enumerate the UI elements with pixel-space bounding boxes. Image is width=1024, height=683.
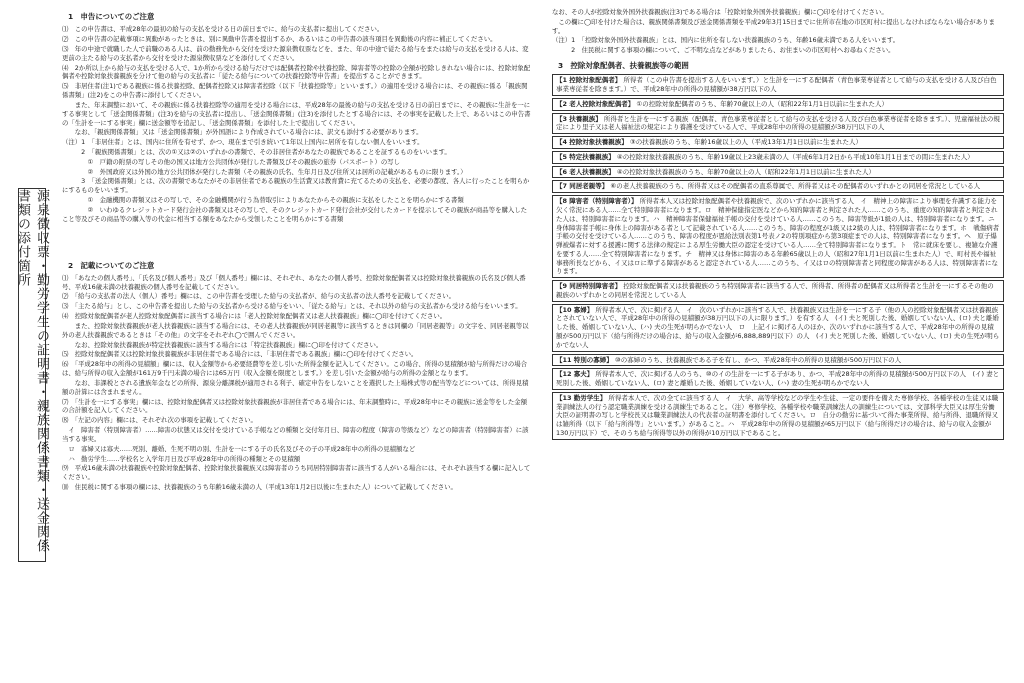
definitions-list	[552, 74, 1004, 439]
paragraph: ⑵ 「給与の支払者の法人（個人）番号」欄には、この申告書を受理した給与の支払者が、給与の支払者の法人番号を記載してください。	[62, 292, 456, 301]
definition-heading: 【11 特別の寡婦】	[556, 355, 613, 364]
section-1-title: 1 申告についてのご注意	[68, 12, 155, 21]
paragraph: ⑵ この申告書の記載事項に異動があったときは、別に異動申告書を提出するか、あるいはこの申告書の該当項目を異動後の内容に補正してください。	[62, 35, 497, 44]
paragraph: なお、「親族関係書類」又は「送金関係書類」が外国語により作成されている場合には、訳文も添付する必要があります。	[62, 128, 423, 137]
definition-text: 所得者と生計を一にする親族（配偶者、青色事業専従者として給与の支払を受ける人及び白色事業専従者を除きます。）、児童福祉法の規定により里子又は老人福祉法の規定により養護を受けている人で、平成28年中の所得の見積額が38万円以下の人	[556, 114, 1000, 132]
section-2-body	[62, 274, 532, 492]
section-1-body	[62, 25, 532, 223]
definition-heading: 【2 老人控除対象配偶者】	[556, 99, 635, 108]
paragraph: ⑻ 「左記の内容」欄には、それぞれ次の事項を記載してください。	[62, 416, 257, 425]
paragraph: ⑺ 「生計を一にする事実」欄には、控除対象配偶者又は控除対象扶養親族が非居住者である場合には、年末調整時に、平成28年中にその親族に送金等をした金額の合計額を記入してください。	[62, 397, 528, 415]
definition-text: ④の控除対象扶養親族のうち、年齢70歳以上の人（昭和22年1月1日以前に生まれた人）	[616, 167, 876, 176]
definition-text: 所得者本人で、次の全てに該当する人 イ 大学、高等学校などの学生や生徒、一定の要件を備えた専修学校、各種学校の生徒又は職業訓練法人の行う認定職業訓練を受ける訓練生であること。（注）専修学校、各種学校や職業訓練法人の訓練生については、文部科学大臣又は厚生労働大臣の証明書の写しと学校長又は職業訓練法人の代表者の証明書を添付してください。ロ 自分の勤労に基づいて得た事業所得、給与所得、退職所得又は雑所得（以下「給与所得等」といいます。）があること。ハ 平成28年中の所得の見積額が65万円以下（給与所得だけの場合は、給与の収入金額が130万円以下）で、そのうち給与所得等以外の所得が10万円以下であること。	[556, 393, 999, 437]
definition-text: 所得者本人又は控除対象配偶者や扶養親族で、次のいずれかに該当する人 イ 精神上の障害により事理を弁識する能力を欠く常況にある人……全て特別障害者になります。ロ 精神保健指定医などから知的障害者と判定された人……このうち、重度の知的障害者と判定された人は、特別障害者になります。ハ 精神障害者保健福祉手帳の交付を受けている人……このうち、障害等級が1級の人は、特別障害者になります。ニ 身体障害者手帳に身体上の障害がある者として記載されている人……このうち、障害の程度が1級又は2級の人は、特別障害者になります。ホ 戦傷病者手帳の交付を受けている人……このうち、障害の程度が恩給法別表第1号表ノ2の特別項症から第3項症までの人は、特別障害者になります。ヘ 原子爆弾被爆者に対する援護に関する法律の規定による厚生労働大臣の認定を受けている人……全て特別障害者になります。ト 常に就床を要し、複雑な介護を要する人……全て特別障害者になります。チ 精神又は身体に障害のある年齢65歳以上の人（昭和27年1月1日以前に生まれた人）で、町村長や福祉事務所長などから、イ又はロに準ずる障害があると認定されている人……このうち、イ又はロの特別障害者と同程度の障害がある人は、特別障害者になります。	[556, 197, 1002, 276]
paragraph: 2 「親族関係書類」とは、次の①又は②のいずれかの書類で、その非居住者があなたの親族であることを証するものをいいます。	[62, 147, 451, 156]
definition-box	[552, 280, 1004, 302]
definition-text: ⑩の寡婦のうち、扶養親族である子を有し、かつ、平成28年中の所得の見積額が500万円以下の人	[614, 355, 902, 364]
paragraph: ⑼ 平成16歳未満の扶養親族や控除対象配偶者、控除対象扶養親族又は障害者のうち同居特別障害者に該当する人がいる場合には、それぞれ該当する欄に記入してください。	[62, 464, 531, 482]
definition-text: 所得者（この申告書を提出する人をいいます。）と生計を一にする配偶者（青色事業専従者として給与の支払を受ける人及び白色事業専従者を除きます。）で、平成28年中の所得の見積額が38万円以下の人	[556, 76, 997, 94]
section-3-title: 3 控除対象配偶者、扶養親族等の範囲	[558, 61, 689, 71]
definition-box	[552, 304, 1004, 352]
paragraph: ⑹ 「平成28年中の所得の見積額」欄には、収入金額等から必要経費等を差し引いた所得金額を記入してください。この場合、所得の見積額が給与所得だけの場合は、給与所得の収入金額が161万9千円未満の場合には65万円（収入金額を限度とします。）を差し引いた金額が給与の所得の金額となります。	[62, 360, 528, 378]
paragraph: ハ 勤労学生……学校名と入学年月日及び平成28年中の所得の種類とその見積額	[62, 454, 301, 463]
attachment-area-label: 源泉徴収票・勤労学生の証明書・親族関係書類・送金関係書類の添付箇所	[15, 189, 49, 553]
paragraph: ロ 寡婦又は寡夫……死別、離婚、生死不明の別、生計を一にする子の氏名及びその子の平成28年中の所得の見積額など	[62, 444, 416, 453]
definition-heading: 【9 同居特別障害者】	[556, 282, 622, 291]
paragraph: また、控除対象扶養親族が老人扶養親族に該当する場合には、その老人扶養親族が同居老親等に該当するときは同欄の「同居老親等」の文字を、同居老親等以外の老人扶養親族であるときは「その他」の文字をそれぞれ◯で囲んでください。	[62, 321, 529, 339]
definition-heading: 【1 控除対象配偶者】	[556, 76, 622, 85]
definition-text: ④の控除対象扶養親族のうち、年齢19歳以上23歳未満の人（平成6年1月2日から平成10年1月1日までの間に生まれた人）	[616, 152, 974, 161]
definition-heading: 【13 勤労学生】	[556, 393, 607, 402]
paragraph: この欄に◯印を付けた場合は、親族関係書類及び送金関係書類を平成29年3月15日までに住所市在地の市区町村に提出しなければならない場合があります。	[552, 17, 995, 35]
paragraph: ② 外国政府又は外国の地方公共団体が発行した書類（その親族の氏名、生年月日及び住所又は居所の記載があるものに限ります。）	[62, 167, 467, 176]
definition-heading: 【5 特定扶養親族】	[556, 152, 615, 161]
definition-heading: 【4 控除対象扶養親族】	[556, 138, 628, 147]
paragraph: （注）1 「控除対象外国外扶養親族」とは、国内に住所を有しない扶養親族のうち、年齢16歳未満である人をいいます。	[552, 36, 900, 45]
definition-heading: 【8 障害者（特別障害者）】	[556, 197, 638, 206]
definition-box	[552, 113, 1004, 135]
paragraph: なお、控除対象扶養親族が特定扶養親族に該当する場合には「特定扶養親族」欄に◯印を付けてください。	[62, 340, 383, 349]
paragraph: イ 障害者（特別障害者）……障害の状態又は交付を受けている手帳などの種類と交付年月日、障害の程度（障害の等級など）などの障害者（特別障害者）に該当する事実。	[62, 426, 529, 443]
paragraph: （注）1 「非居住者」とは、国内に住所を有せず、かつ、現在まで引き続いて1年以上国内に居所を有しない個人をいいます。	[62, 138, 424, 147]
definition-heading: 【12 寡夫】	[556, 370, 594, 379]
left-column	[62, 8, 532, 680]
right-column	[552, 8, 1004, 680]
definition-box	[552, 354, 1004, 367]
paragraph: 2 住民税に関する事項の欄について、ご不明な点などがありましたら、お住まいの市区町村へお尋ねください。	[552, 46, 895, 55]
paragraph: ⑴ この申告書は、平成28年の最初の給与の支払を受ける日の前日までに、給与の支払者に提出してください。	[62, 25, 384, 34]
definition-box	[552, 136, 1004, 149]
paragraph: ① 金融機関の書類又はその写しで、その金融機関が行う為替取引によりあなたからその親族に支払をしたことを明らかにする書類	[62, 196, 464, 205]
paragraph: ⑶ 年の中途で就職した人で前職のある人は、前の勤務先から交付を受けた源泉徴収票などを、また、年の中途で従たる給与をまたは給与の支払を受ける人は、変更前の主たる給与の支払者から交付を受けた源泉徴収票などを添付してください。	[62, 44, 529, 62]
resident-tax-notes	[552, 8, 1004, 55]
definition-text: 控除対象配偶者又は扶養親族のうち特別障害者に該当する人で、所得者、所得者の配偶者又は所得者と生計を一にするその他の親族のいずれかとの同居を常況としている人	[556, 282, 994, 299]
paragraph: また、年末調整において、その親族に係る扶養控除等の適用を受ける場合には、平成28年の最後の給与の支払を受ける日の前日までに、その親族に生計を一にする事実として「送金関係書類」(注3)を給与の支払者に提出し、「送金関係書類」(注3)を添付したとする場合には、その事実を記載した上で、あるいはこの申告書の「生計を一にする事実」欄に送金額等を追記し、「送金関係書類」を添付した上で提出してください。	[62, 100, 531, 127]
definition-box	[552, 74, 1004, 96]
paragraph: なお、非課税とされる遺族年金などの所得、源泉分離課税が適用される利子、確定申告をしないことを選択した上場株式等の配当等などについては、所得見積額の計算には含まれません。	[62, 378, 529, 396]
definition-heading: 【3 扶養親族】	[556, 114, 602, 123]
paragraph: ⑸ 控除対象配偶者又は控除対象扶養親族が非居住者である場合には、「非居住者である親族」欄に◯印を付けてください。	[62, 350, 418, 359]
paragraph: ⑷ 2か所以上から給与の支払を受ける人で、1か所から受ける給与だけでは配偶者控除や扶養控除、障害者等の控除の全額が控除しきれない場合には、控除対象配偶者や控除対象扶養親族を分けて他の給与の支払者に「従たる給与についての扶養控除等申告書」を提出することができます。	[62, 63, 531, 81]
paragraph: ⑽ 住民税に関する事項の欄には、扶養親族のうち年齢16歳未満の人（平成13年1月2日以後に生まれた人）について記載してください。	[62, 483, 457, 492]
paragraph: 3 「送金関係書類」とは、次の書類であなたがその非居住者である親族の生活費又は教育費に充てるための支払を、必要の都度、各人に行ったことを明らかにするものをいいます。	[62, 177, 530, 195]
paragraph: ② いわゆるクレジットカード発行会社の書類又はその写しで、そのクレジットカード発行会社が交付したカードを提示してその親族が商品等を購入したこと等及びその商品等の購入等の代金に相当する額をあなたから受領したことを明らかにする書類	[62, 205, 528, 223]
paragraph: ① 戸籍の附票の写しその他の国又は地方公共団体が発行した書類及びその親族の旅券（パスポート）の写し	[62, 157, 401, 166]
section-2-title: 2 記載についてのご注意	[68, 260, 155, 270]
definition-text: ③の扶養親族のうち、年齢16歳以上の人（平成13年1月1日以前に生まれた人）	[629, 138, 863, 147]
definition-box	[552, 151, 1004, 164]
definition-box	[552, 98, 1004, 111]
paragraph: なお、その人が控除対象外国外扶養親族(注3)である場合は「控除対象外国外扶養親族」欄に◯印を付けてください。	[552, 8, 888, 16]
definition-heading: 【10 寡婦】	[556, 305, 594, 314]
definition-text: ⑥の老人扶養親族のうち、所得者又はその配偶者の直系尊属で、所得者又はその配偶者のいずれかとの同居を常況としている人	[610, 182, 981, 191]
paragraph: ⑷ 控除対象配偶者が老人控除対象配偶者に該当する場合には「老人控除対象配偶者又は老人扶養親族」欄に◯印を付けてください。	[62, 312, 447, 321]
definition-box	[552, 180, 1004, 193]
definition-box	[552, 368, 1004, 390]
definition-heading: 【7 同居老親等】	[556, 182, 609, 191]
definition-heading: 【6 老人扶養親族】	[556, 167, 615, 176]
definition-box	[552, 195, 1004, 278]
definition-text: ①の控除対象配偶者のうち、年齢70歳以上の人（昭和22年1月1日以前に生まれた人）	[636, 99, 889, 108]
paragraph: ⑸ 非居住者(注1)である親族に係る扶養控除、配偶者控除又は障害者控除（以下「扶養控除等」といいます。）の適用を受ける場合には、その親族に係る「親族関係書類」(注2)をこの申告書に添付してください。	[62, 82, 528, 100]
definition-box	[552, 392, 1004, 440]
attachment-area-caption	[15, 188, 49, 562]
definition-text: 所得者本人で、次に掲げる人 イ 次のいずれかに該当する人で、扶養親族又は生計を一にする子（他の人の控除対象配偶者又は扶養親族とされていない人で、平成28年中の所得の見積額が38万円以下の人に限ります。）を有する人 (イ) 夫と死別した後、婚姻していない人、(ロ) 夫と離婚した後、婚姻していない人、(ハ) 夫の生死が明らかでない人 ロ 上記イに掲げる人のほか、次のいずれかに該当する人で、平成28年中の所得の見積額が500万円以下（給与所得だけの場合は、給与の収入金額が6,888,889円以下）の人 (イ) 夫と死別した後、婚姻していない人、(ロ) 夫の生死が明らかでない人	[556, 305, 1000, 349]
definition-box	[552, 166, 1004, 179]
paragraph: ⑶ 「主たる給与」とし、この申告書を提出した給与の支払者から受ける給与をいい、「従たる給与」とは、それ以外の給与の支払者から受ける給与をいいます。	[62, 302, 522, 311]
definition-text: 所得者本人で、次に掲げる人のうち、⑩のイの生計を一にする子があり、かつ、平成28年中の所得の見積額が500万円以下の人 (イ) 妻と死別した後、婚姻していない人、(ロ) 妻と離婚した後、婚姻していない人、(ハ) 妻の生死が明らかでない人	[556, 370, 1000, 388]
paragraph: ⑴ 「あなたの個人番号」、「氏名及び個人番号」及び「個人番号」欄には、それぞれ、あなたの個人番号、控除対象配偶者又は控除対象扶養親族の氏名及び個人番号、平成16歳未満の扶養親族の個人番号を記載してください。	[62, 273, 526, 291]
